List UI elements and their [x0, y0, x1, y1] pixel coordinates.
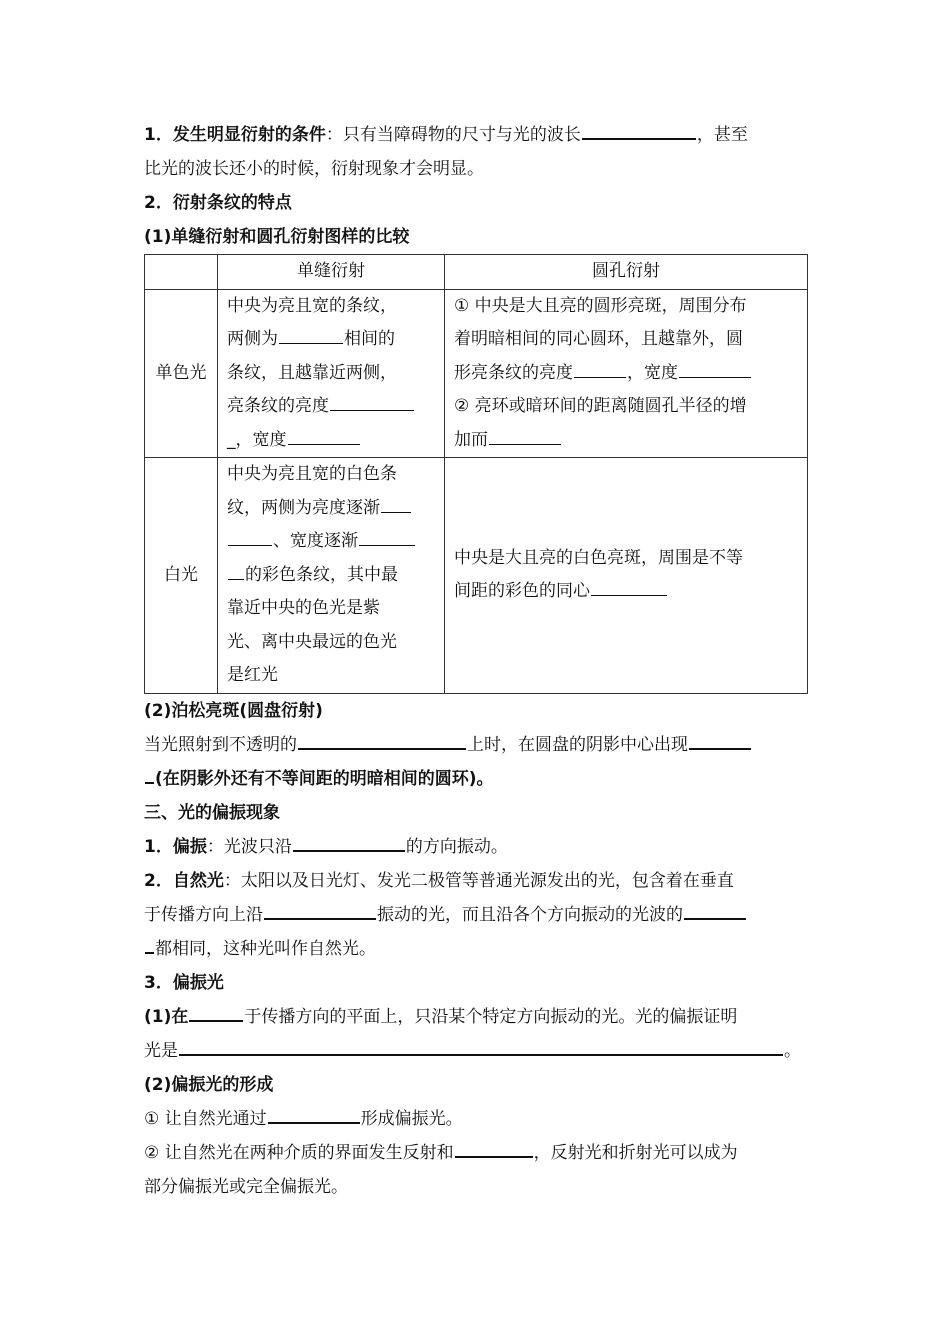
polarization-heading: 三、光的偏振现象	[144, 802, 280, 823]
blank-round-mono-1[interactable]	[574, 357, 626, 378]
blank-single-white-1a[interactable]	[381, 492, 411, 513]
table-row-white	[145, 458, 808, 694]
poisson-line-2: (在阴影外还有不等间距的明暗相间的圆环)。	[144, 762, 808, 796]
blank-refraction[interactable]	[455, 1136, 533, 1158]
document-page	[144, 118, 808, 1204]
blank-round-mono-3[interactable]	[489, 424, 561, 445]
natural-light-line-3: 都相同，这种光叫作自然光。	[144, 932, 808, 966]
cell-single-monochrome: 中央为亮且宽的条纹， 两侧为 相间的 条纹，且越靠近两侧， 亮条纹的亮度 _，宽度	[218, 289, 445, 458]
blank-all-directions[interactable]	[264, 898, 376, 920]
natural-light-line-1: 2．自然光：太阳以及日光灯、发光二极管等普通光源发出的光，包含着在垂直	[144, 870, 734, 891]
blank-poisson-spot-b[interactable]	[145, 762, 154, 784]
cell-single-white: 中央为亮且宽的白色条 纹，两侧为亮度逐渐 、宽度逐渐 的彩色条纹，其中最 靠近中央的色光是紫 光、离中央最远的色光 是红光	[218, 458, 445, 694]
polarized-formation-3: 部分偏振光或完全偏振光。	[144, 1176, 348, 1197]
table-header-single-slit: 单缝衍射	[218, 255, 445, 290]
condition-title: 1．发生明显衍射的条件	[144, 125, 326, 145]
blank-single-white-1b[interactable]	[228, 525, 272, 546]
blank-intensity-b[interactable]	[145, 932, 154, 954]
table-header-round-hole: 圆孔衍射	[445, 255, 808, 290]
blank-round-mono-2[interactable]	[679, 357, 751, 378]
blank-single-white-2a[interactable]	[359, 525, 415, 546]
cell-round-white: 中央是大且亮的白色亮斑，周围是不等 间距的彩色的同心	[445, 458, 808, 694]
blank-opaque-object[interactable]	[298, 728, 466, 750]
condition-line-1: 1．发生明显衍射的条件：只有当障碍物的尺寸与光的波长 ，甚至	[144, 118, 808, 152]
natural-light-line-2: 于传播方向上沿 振动的光，而且沿各个方向振动的光波的	[144, 898, 808, 932]
poisson-title: (2)泊松亮斑(圆盘衍射)	[144, 700, 323, 721]
polarized-def-line-2: 光是 。	[144, 1034, 808, 1068]
row-label-monochrome: 单色光	[145, 289, 218, 458]
blank-poisson-spot-a[interactable]	[689, 728, 751, 750]
condition-line-2: 比光的波长还小的时候，衍射现象才会明显。	[144, 159, 484, 179]
section-2-title: 2．衍射条纹的特点	[144, 193, 292, 213]
table-header-row	[145, 255, 808, 290]
polarized-formation-2: ② 让自然光在两种介质的界面发生反射和 ，反射光和折射光可以成为	[144, 1136, 808, 1170]
polarized-formation-1: ① 让自然光通过 形成偏振光。	[144, 1102, 808, 1136]
polarized-def-line-1: (1)在 于传播方向的平面上，只沿某个特定方向振动的光。光的偏振证明	[144, 1000, 808, 1034]
blank-polarizer[interactable]	[268, 1102, 360, 1124]
polarized-formation-title: (2)偏振光的形成	[144, 1074, 274, 1095]
blank-single-mono-3[interactable]	[288, 424, 360, 445]
poisson-line-1: 当光照射到不透明的 上时，在圆盘的阴影中心出现	[144, 728, 808, 762]
cell-round-monochrome: ① 中央是大且亮的圆形亮斑，周围分布 着明暗相间的同心圆环，且越靠外，圆 形亮条纹的亮度 ，宽度 ② 亮环或暗环间的距离随圆孔半径的增 加而	[445, 289, 808, 458]
blank-intensity-a[interactable]	[684, 898, 746, 920]
blank-single-mono-1[interactable]	[279, 323, 343, 344]
blank-single-mono-2[interactable]	[330, 390, 414, 411]
polarized-light-title: 3．偏振光	[144, 972, 224, 993]
blank-round-white[interactable]	[591, 575, 667, 596]
blank-wavelength[interactable]	[582, 118, 696, 140]
blank-single-white-2b[interactable]	[228, 559, 244, 580]
table-header-empty	[145, 255, 218, 290]
row-label-white: 白光	[145, 458, 218, 694]
table-row-monochrome	[145, 289, 808, 458]
blank-transverse-wave[interactable]	[179, 1034, 783, 1056]
diffraction-comparison-table	[144, 254, 808, 694]
blank-perpendicular[interactable]	[189, 1000, 243, 1022]
polarization-item-1: 1．偏振：光波只沿 的方向振动。	[144, 830, 808, 864]
section-2-sub1: (1)单缝衍射和圆孔衍射图样的比较	[144, 227, 410, 247]
blank-specific-direction[interactable]	[293, 830, 405, 852]
